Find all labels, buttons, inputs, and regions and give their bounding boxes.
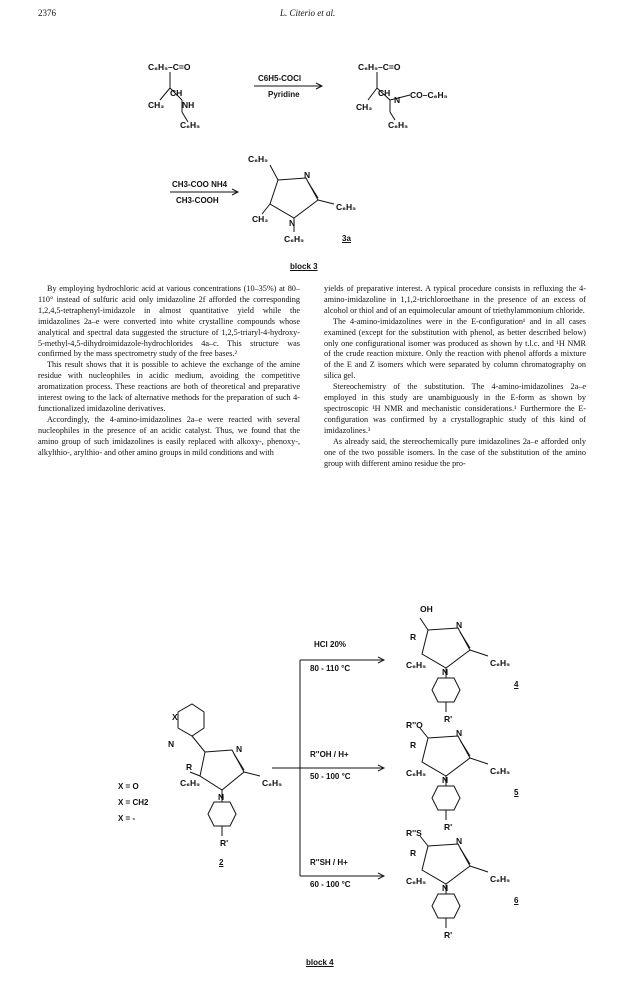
svg-text:N: N — [304, 170, 311, 180]
running-title: L. Citerio et al. — [280, 8, 336, 18]
svg-text:C₆H₅: C₆H₅ — [406, 660, 427, 670]
svg-text:C₆H₅: C₆H₅ — [490, 766, 511, 776]
left-text-column — [38, 284, 300, 459]
condition-3-top: R''SH / H+ — [310, 858, 348, 867]
svg-text:N: N — [456, 836, 463, 846]
svg-text:N: N — [218, 792, 225, 802]
product-6-label: 6 — [514, 896, 519, 905]
condition-1-top: HCl 20% — [314, 640, 347, 649]
svg-text:N: N — [236, 744, 243, 754]
scheme3-caption: block 3 — [290, 262, 318, 271]
scheme3-compound-label: 3a — [342, 234, 351, 243]
scheme3-reagent2-bottom: CH3-COOH — [176, 196, 219, 205]
scheme3-reagent1-top: C6H5-COCl — [258, 74, 302, 83]
product-4-label: 4 — [514, 680, 519, 689]
product-5-label: 5 — [514, 788, 519, 797]
svg-text:N: N — [394, 95, 401, 105]
product-5-structure — [420, 728, 488, 820]
svg-text:R': R' — [444, 822, 453, 832]
svg-text:R': R' — [220, 838, 229, 848]
svg-text:C₆H₅: C₆H₅ — [180, 778, 201, 788]
svg-text:R: R — [186, 762, 193, 772]
svg-text:C₆H₅–C=O: C₆H₅–C=O — [358, 62, 401, 72]
left-paragraph-1: By employing hydrochloric acid at various concentrations (10–35%) at 80–110° instead of sulfuric acid only imidazoline 2f afforded the corresponding 1,2,4,5-tetraphenyl-imidazole in almost quantitative yield while the imidazolines 2a–e were converted into white crystalline compounds whose analytical and spectral data suggested the structure of 1,2,5-triaryl-4-hydroxy-5-methyl-4,5-dihydroimidazole-hydrochlorides 4a–c. This structure was confirmed by the mass spectrometry study of the free bases.² — [38, 284, 300, 359]
right-paragraph-3: Stereochemistry of the substitution. The 4-amino-imidazolines 2a–e employed in this study are unambiguously in the E-form as shown by spectroscopic ¹H NMR and mechanistic considerations.¹ Furthermore the E-configuration was confirmed by a crystallographic study of this kind of imidazolines.³ — [324, 382, 586, 435]
svg-text:CH₃: CH₃ — [356, 102, 373, 112]
svg-text:CH₃: CH₃ — [148, 100, 165, 110]
start-compound-label: 2 — [219, 858, 224, 867]
right-paragraph-4: As already said, the stereochemically pure imidazolines 2a–e afforded only one of the two possible isomers. In the case of the substitution of the amino group with different amino residue the pro- — [324, 436, 586, 468]
imidazole-ring — [270, 178, 318, 218]
svg-text:C₆H₅: C₆H₅ — [490, 658, 511, 668]
svg-text:C₆H₅: C₆H₅ — [248, 154, 269, 164]
svg-text:C₆H₅: C₆H₅ — [490, 874, 511, 884]
svg-text:N: N — [442, 775, 449, 785]
right-text-column — [324, 284, 586, 469]
svg-text:C₆H₅–C=O: C₆H₅–C=O — [148, 62, 191, 72]
scheme3-reagent2-top: CH3-COO NH4 — [172, 180, 228, 189]
svg-text:N: N — [442, 883, 449, 893]
svg-text:C₆H₅: C₆H₅ — [262, 778, 283, 788]
svg-text:N: N — [442, 667, 449, 677]
scheme4-caption: block 4 — [306, 958, 334, 967]
svg-text:R: R — [410, 632, 417, 642]
x-option-o: X = O — [118, 782, 139, 791]
svg-text:R: R — [410, 848, 417, 858]
svg-text:R''O: R''O — [406, 720, 423, 730]
condition-2-top: R''OH / H+ — [310, 750, 349, 759]
svg-text:C₆H₅: C₆H₅ — [406, 876, 427, 886]
right-paragraph-2: The 4-amino-imidazolines were in the E-configuration¹ and in all cases examined (except for the substitution with phenol, as better described below) only one configurational isomer was produced as shown by t.l.c. and ¹H NMR of the crude reaction mixture. Only the reaction with phenol affords a mixture of the E and Z isomers which were separated by column chromatography on silica gel. — [324, 316, 586, 381]
svg-text:CH₃: CH₃ — [252, 214, 269, 224]
left-paragraph-2: This result shows that it is possible to achieve the exchange of the amine residue with nucleophiles in acidic medium, avoiding the competitive aromatization process. These reactions are both of theoretical and preparative interest owing to the lack of alternative methods for the preparation of such 4-functionalized imidazoline derivatives. — [38, 360, 300, 413]
x-option-none: X = - — [118, 814, 136, 823]
svg-text:N: N — [168, 739, 175, 749]
svg-text:OH: OH — [420, 604, 433, 614]
svg-text:C₆H₅: C₆H₅ — [284, 234, 305, 244]
svg-text:X: X — [172, 712, 178, 722]
page-number: 2376 — [38, 8, 56, 18]
scheme3-reagent1-bottom: Pyridine — [268, 90, 300, 99]
svg-text:R: R — [410, 740, 417, 750]
svg-text:C₆H₅: C₆H₅ — [180, 120, 201, 130]
condition-2-bottom: 50 - 100 °C — [310, 772, 351, 781]
svg-text:C₆H₅: C₆H₅ — [388, 120, 409, 130]
svg-text:C₆H₅: C₆H₅ — [336, 202, 357, 212]
svg-text:N: N — [289, 218, 296, 228]
condition-3-bottom: 60 - 100 °C — [310, 880, 351, 889]
svg-text:C₆H₅: C₆H₅ — [406, 768, 427, 778]
x-option-ch2: X = CH2 — [118, 798, 149, 807]
svg-text:CO–C₆H₅: CO–C₆H₅ — [410, 90, 448, 100]
product-6-structure — [420, 836, 488, 928]
left-paragraph-3: Accordingly, the 4-amino-imidazolines 2a–e were reacted with several nucleophiles in the presence of an acidic catalyst. Thus, we found that the amino group of such imidazolines is easily replaced with alkoxy-, phenoxy-, alkylthio-, arylthio- and other amino groups in mild conditions and with — [38, 414, 300, 457]
condition-1-bottom: 80 - 110 °C — [310, 664, 351, 673]
right-paragraph-1: yields of preparative interest. A typical procedure consists in refluxing the 4-amino-imidazoline in 1,1,2-trichloroethane in the presence of an excess of alcohol or thiol and of an equimolecular amount of triethylammonium chloride. — [324, 284, 586, 315]
svg-text:R''S: R''S — [406, 828, 422, 838]
svg-text:R': R' — [444, 930, 453, 940]
svg-text:N: N — [456, 728, 463, 738]
svg-text:NH: NH — [182, 100, 195, 110]
svg-text:N: N — [456, 620, 463, 630]
svg-text:R': R' — [444, 714, 453, 724]
svg-text:CH: CH — [378, 88, 391, 98]
svg-text:CH: CH — [170, 88, 183, 98]
product-4-structure — [420, 618, 488, 712]
